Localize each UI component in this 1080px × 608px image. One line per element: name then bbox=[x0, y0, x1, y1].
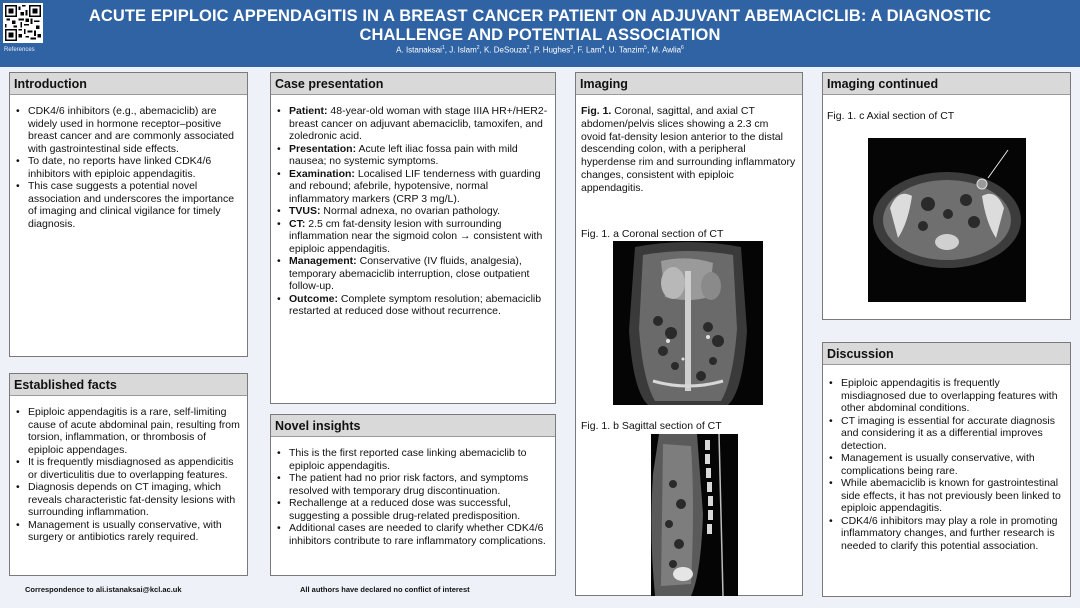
novel-insights-heading: Novel insights bbox=[271, 415, 555, 437]
list-item: • CT imaging is essential for accurate diagnosis and considering it as a differential improves detection. bbox=[827, 415, 1064, 453]
author-affiliation: 2 bbox=[476, 45, 480, 51]
discussion-heading: Discussion bbox=[823, 343, 1070, 365]
author-name: J. Islam bbox=[449, 45, 477, 55]
item-label: Management: bbox=[289, 255, 357, 267]
axial-ct-graphic bbox=[868, 138, 1026, 302]
list-item: • This is the first reported case linking abemaciclib to epiploic appendagitis. bbox=[275, 447, 549, 472]
list-item: • Management is usually conservative, with surgery or antibiotics rarely required. bbox=[14, 519, 241, 544]
imaging-heading: Imaging bbox=[576, 73, 802, 95]
author-list: A. Istanaksai$^1$, J. Islam$^2$, K. DeSouza$^2$, P. Hughes$^3$, F. Lam$^4$, U. Tanzim$^5$, M. Awlia$^6$ bbox=[396, 45, 684, 55]
list-item: • Rechallenge at a reduced dose was successful, suggesting a possible drug-related predisposition. bbox=[275, 497, 549, 522]
list-item: • CDK4/6 inhibitors may play a role in promoting inflammatory changes, and further research is needed to clarify this potential association. bbox=[827, 515, 1064, 553]
item-label: TVUS: bbox=[289, 205, 321, 217]
author-affiliation: 5 bbox=[644, 45, 647, 51]
item-text: Normal adnexa, no ovarian pathology. bbox=[320, 205, 501, 217]
conflict-statement: All authors have declared no conflict of interest bbox=[300, 585, 470, 594]
qr-code-graphic bbox=[5, 5, 41, 41]
correspondence-text: Correspondence to ali.istanaksai@kcl.ac.uk bbox=[25, 585, 182, 594]
list-item bbox=[275, 105, 549, 143]
item-label: Patient: bbox=[289, 105, 328, 117]
references-label[interactable]: References bbox=[4, 47, 35, 53]
coronal-ct-graphic bbox=[613, 241, 763, 405]
list-item: • CDK4/6 inhibitors (e.g., abemaciclib) are widely used in hormone receptor–positive breast cancer and are commonly associated with gastrointestinal side effects. bbox=[14, 105, 241, 155]
imaging-panel bbox=[575, 72, 803, 596]
list-item bbox=[275, 205, 549, 218]
item-label: Outcome: bbox=[289, 292, 339, 305]
author-name: K. DeSouza bbox=[484, 45, 527, 55]
sagittal-ct-image bbox=[651, 434, 738, 596]
author-affiliation: 4 bbox=[601, 45, 605, 51]
author-affiliation: 1 bbox=[441, 45, 445, 51]
author-name: U. Tanzim bbox=[608, 45, 645, 55]
item-text: Conservative (IV fluids, analgesia), temporary abemaciclib interruption, close outpatient follow-up. bbox=[289, 255, 530, 292]
item-label: Examination: bbox=[289, 167, 355, 180]
fig-a-caption: Fig. 1. a Coronal section of CT bbox=[581, 228, 724, 240]
item-text: 2.5 cm fat-density lesion with surrounding inflammation near the sigmoid colon → consistent with epiploic appendagitis. bbox=[289, 217, 543, 255]
introduction-heading: Introduction bbox=[10, 73, 247, 95]
introduction-list bbox=[10, 95, 247, 230]
author-name: A. Istanaksai bbox=[396, 45, 442, 55]
imaging-continued-panel bbox=[822, 72, 1071, 320]
fig-description: Coronal, sagittal, and axial CT abdomen/pelvis slices showing a 2.3 cm ovoid fat-density lesion anterior to the distal descending colon, with a peripheral hyperdense rim and surrounding inflammatory changes, consistent with epiploic appendagitis. bbox=[581, 105, 796, 194]
author-affiliation: 6 bbox=[681, 45, 684, 51]
list-item bbox=[275, 255, 549, 293]
list-item: • Epiploic appendagitis is frequently misdiagnosed due to overlapping features with other abdominal conditions. bbox=[827, 377, 1064, 415]
novel-insights-list bbox=[271, 437, 555, 547]
author-name: F. Lam bbox=[577, 45, 602, 55]
case-presentation-heading: Case presentation bbox=[271, 73, 555, 95]
item-text: Complete symptom resolution; abemaciclib restarted at reduced dose without recurrence. bbox=[289, 292, 542, 317]
sagittal-ct-graphic bbox=[651, 434, 738, 596]
list-item bbox=[275, 168, 549, 206]
title-line-1: ACUTE EPIPLOIC APPENDAGITIS IN A BREAST CANCER PATIENT ON ADJUVANT ABEMACICLIB: A DIAGNOSTIC bbox=[88, 7, 992, 25]
title-line-2: CHALLENGE AND POTENTIAL ASSOCIATION bbox=[359, 26, 721, 44]
discussion-panel bbox=[822, 342, 1071, 597]
established-facts-panel bbox=[9, 373, 248, 576]
list-item bbox=[275, 218, 549, 256]
author-name: M. Awlia bbox=[651, 45, 682, 55]
axial-ct-image bbox=[868, 138, 1026, 302]
list-item bbox=[275, 143, 549, 168]
fig-label: Fig. 1. bbox=[581, 105, 612, 117]
fig-b-caption: Fig. 1. b Sagittal section of CT bbox=[581, 420, 722, 432]
author-affiliation: 2 bbox=[526, 45, 530, 51]
coronal-ct-image bbox=[613, 241, 763, 405]
list-item: • Epiploic appendagitis is a rare, self-limiting cause of acute abdominal pain, resulting from torsion, inflammation, or thrombosis of epiploic appendages. bbox=[14, 406, 241, 456]
established-facts-heading: Established facts bbox=[10, 374, 247, 396]
list-item: • Additional cases are needed to clarify whether CDK4/6 inhibitors contribute to rare inflammatory complications. bbox=[275, 522, 549, 547]
novel-insights-panel bbox=[270, 414, 556, 576]
qr-code[interactable] bbox=[3, 3, 43, 43]
list-item: • It is frequently misdiagnosed as appendicitis or diverticulitis due to overlapping features. bbox=[14, 456, 241, 481]
item-label: CT: bbox=[289, 217, 306, 230]
item-text: 48-year-old woman with stage IIIA HR+/HER2- breast cancer on adjuvant abemaciclib, tamoxifen, and zoledronic acid. bbox=[289, 105, 548, 142]
item-text: Acute left iliac fossa pain with mild nausea; no systemic symptoms. bbox=[289, 142, 518, 167]
introduction-panel bbox=[9, 72, 248, 357]
imaging-continued-heading: Imaging continued bbox=[823, 73, 1070, 95]
author-name: P. Hughes bbox=[533, 45, 571, 55]
established-facts-list bbox=[10, 396, 247, 544]
fig-c-caption: Fig. 1. c Axial section of CT bbox=[827, 110, 955, 122]
imaging-description bbox=[576, 95, 802, 195]
list-item: • To date, no reports have linked CDK4/6 inhibitors with epiploic appendagitis. bbox=[14, 155, 241, 180]
poster-header bbox=[0, 0, 1080, 67]
list-item bbox=[275, 293, 549, 318]
list-item: • Diagnosis depends on CT imaging, which reveals characteristic fat-density lesions with surrounding inflammation. bbox=[14, 481, 241, 519]
list-item: • The patient had no prior risk factors, and symptoms resolved with temporary drug discontinuation. bbox=[275, 472, 549, 497]
case-presentation-list bbox=[271, 95, 555, 318]
list-item: • While abemaciclib is known for gastrointestinal side effects, it has not previously been linked to epiploic appendagitis. bbox=[827, 477, 1064, 515]
discussion-list bbox=[823, 365, 1070, 552]
case-presentation-panel bbox=[270, 72, 556, 404]
poster-title bbox=[50, 7, 1030, 45]
item-label: Presentation: bbox=[289, 142, 357, 155]
author-affiliation: 3 bbox=[570, 45, 574, 51]
list-item: • This case suggests a potential novel association and underscores the importance of imaging and clinical vigilance for timely diagnosis. bbox=[14, 180, 241, 230]
list-item: • Management is usually conservative, with complications being rare. bbox=[827, 452, 1064, 477]
item-text: Localised LIF tenderness with guarding and rebound; afebrile, hypotensive, normal inflammatory markers (CRP 3 mg/L). bbox=[289, 167, 541, 205]
